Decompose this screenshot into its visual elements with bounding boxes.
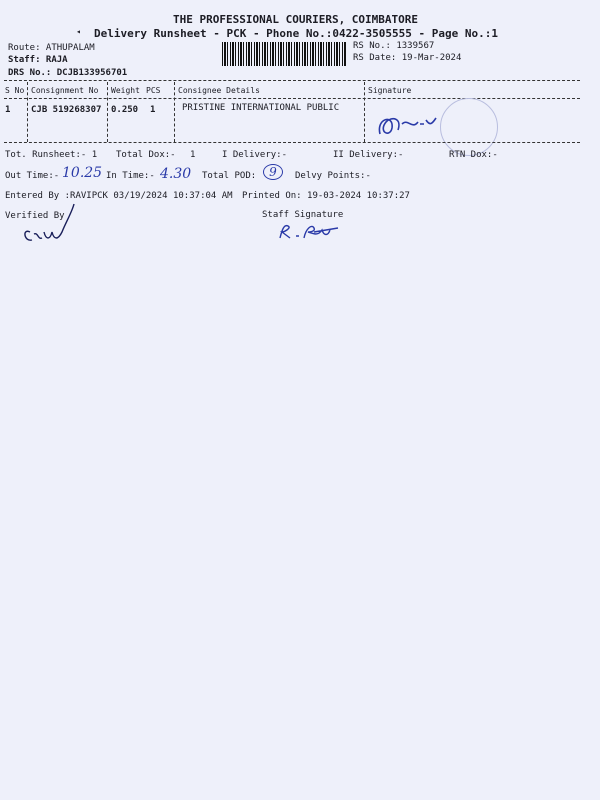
row-consignment: CJB 519268307 xyxy=(31,105,102,115)
second-delivery: II Delivery:- xyxy=(333,150,404,160)
company-title: THE PROFESSIONAL COURIERS, COIMBATORE xyxy=(173,13,419,26)
total-dox-label: Total Dox:- xyxy=(116,150,176,160)
stamp-seal-icon xyxy=(440,98,498,156)
col-weight: Weight xyxy=(111,86,140,95)
row-pcs: 1 xyxy=(150,105,156,115)
staff-label: Staff: RAJA xyxy=(8,55,68,65)
receiver-signature-icon xyxy=(372,110,442,142)
printed-on: Printed On: 19-03-2024 10:37:27 xyxy=(242,191,410,201)
route-label: Route: ATHUPALAM xyxy=(8,43,95,53)
table-top-rule xyxy=(4,80,580,81)
total-runsheet: Tot. Runsheet:- 1 xyxy=(5,150,98,160)
col-consignee: Consignee Details xyxy=(178,86,260,95)
row-weight: 0.250 xyxy=(111,105,139,115)
drs-number: DRS No.: DCJB133956701 xyxy=(8,68,128,78)
delvy-points: Delvy Points:- xyxy=(295,171,371,181)
staff-signature-label: Staff Signature xyxy=(262,210,344,220)
col-pcs: PCS xyxy=(146,86,161,95)
rs-date: RS Date: 19-Mar-2024 xyxy=(353,53,462,63)
total-pod-value: 9 xyxy=(263,164,283,180)
in-time-label: In Time:- xyxy=(106,171,155,181)
out-time-label: Out Time:- xyxy=(5,171,60,181)
barcode xyxy=(222,42,346,66)
verified-by-label: Verified By xyxy=(5,211,65,221)
col-consignment: Consignment No xyxy=(31,86,99,95)
table-bottom-rule xyxy=(4,142,580,143)
staff-signature-icon xyxy=(274,218,344,244)
col-sno: S No xyxy=(5,86,25,95)
total-dox-value: 1 xyxy=(190,150,196,160)
arrow-marker-icon: ◂ xyxy=(76,27,81,36)
in-time-value: 4.30 xyxy=(160,166,192,182)
rs-number: RS No.: 1339567 xyxy=(353,41,435,51)
entered-by: Entered By :RAVIPCK 03/19/2024 10:37:04 AM xyxy=(5,191,233,201)
row-sno: 1 xyxy=(5,105,11,115)
runsheet-subtitle: Delivery Runsheet - PCK - Phone No.:0422-3505555 - Page No.:1 xyxy=(94,27,498,40)
total-pod-label: Total POD: xyxy=(202,171,257,181)
row-consignee: PRISTINE INTERNATIONAL PUBLIC xyxy=(182,103,340,113)
out-time-value: 10.25 xyxy=(62,165,103,181)
col-signature: Signature xyxy=(368,86,412,95)
table-header-rule xyxy=(4,98,580,99)
rtn-dox: RTN Dox:- xyxy=(449,150,498,160)
first-delivery: I Delivery:- xyxy=(222,150,288,160)
verifier-signature-icon xyxy=(16,202,80,248)
